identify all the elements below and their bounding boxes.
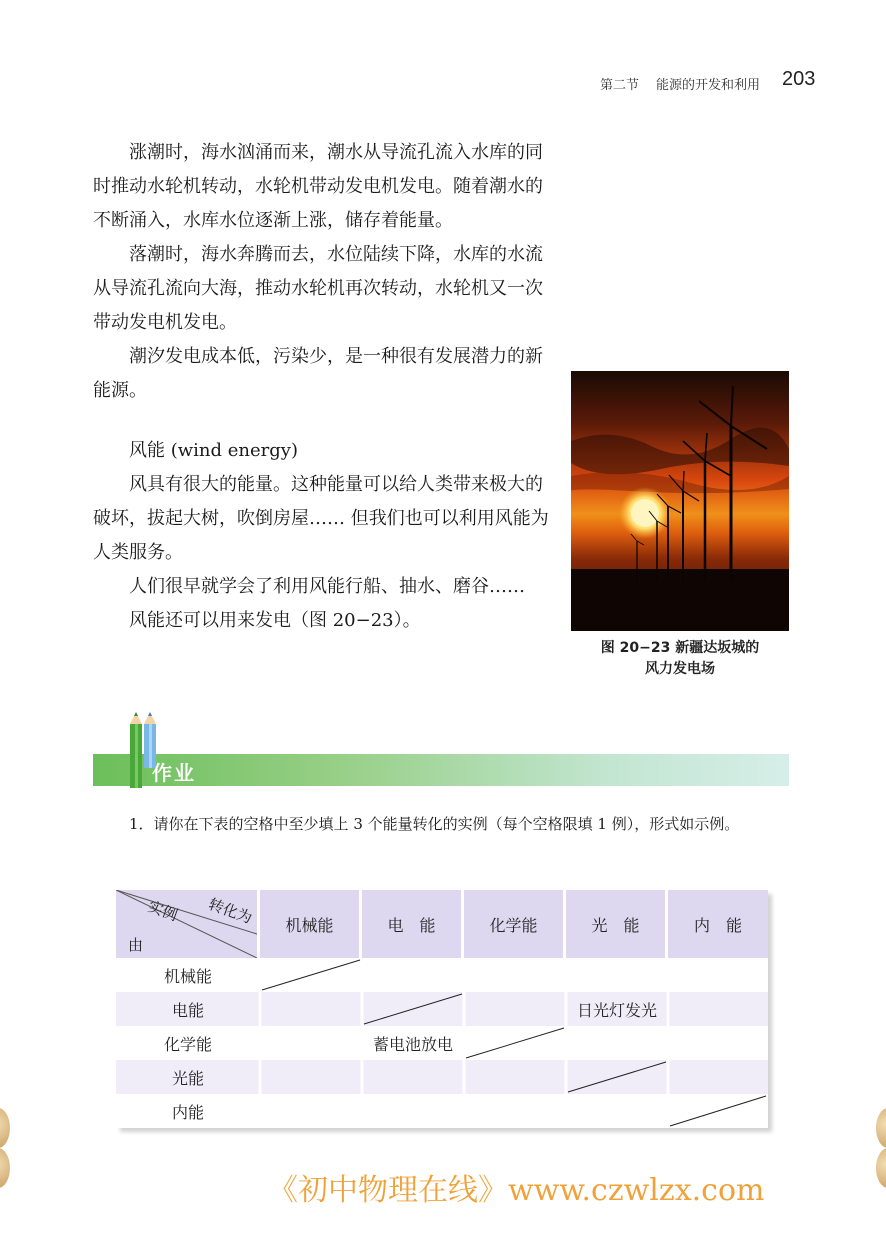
running-header — [600, 68, 830, 96]
example-cell-electric-to-light: 日光灯发光 — [576, 1000, 657, 1020]
paragraph-wind-uses: 人们很早就学会了利用风能行船、抽水、磨谷…… — [129, 576, 525, 597]
col-header-electric: 电 能 — [362, 890, 464, 958]
caption-line-2: 风力发电场 — [645, 661, 715, 677]
corner-label-converted-to: 转化为 — [206, 894, 255, 928]
row-label-chemical: 化学能 — [163, 1034, 212, 1054]
section-title: 能源的开发和利用 — [656, 78, 761, 93]
figure-caption — [571, 638, 789, 680]
wind-farm-photo — [571, 371, 789, 631]
question-1: 1．请你在下表的空格中至少填上 3 个能量转化的实例（每个空格限填 1 例），形式如示例。 — [129, 815, 740, 833]
page-edge-tab — [0, 1148, 10, 1188]
example-cell-chemical-to-electric: 蓄电池放电 — [372, 1034, 453, 1054]
caption-line-1: 图 20−23 新疆达坂城的 — [600, 640, 760, 656]
col-header-mechanical: 机械能 — [260, 890, 362, 958]
row-label-thermal: 内能 — [171, 1102, 204, 1122]
page-edge-tab — [876, 1108, 886, 1148]
paragraph-wind-power: 风具有很大的能量。这种能量可以给人类带来极大的破坏，拔起大树，吹倒房屋…… 但我们也可以利用风能为人类服务。 — [93, 474, 549, 563]
paragraph-tidal-advantages: 潮汐发电成本低，污染少，是一种很有发展潜力的新能源。 — [93, 346, 543, 401]
page-edge-tab — [0, 1108, 10, 1148]
homework-banner — [93, 754, 789, 786]
heading-wind-energy: 风能 (wind energy) — [129, 440, 298, 461]
col-header-light: 光 能 — [566, 890, 668, 958]
row-label-mechanical: 机械能 — [163, 966, 212, 986]
col-header-chemical: 化学能 — [464, 890, 566, 958]
row-label-light: 光能 — [171, 1068, 204, 1088]
paragraph-ebb-tide: 落潮时，海水奔腾而去，水位陆续下降，水库的水流从导流孔流向大海，推动水轮机再次转动，水轮机又一次带动发电机发电。 — [93, 244, 543, 333]
paragraph-wind-electricity: 风能还可以用来发电（图 20−23）。 — [129, 610, 421, 631]
page-number: 203 — [782, 68, 816, 90]
corner-label-from: 由 — [128, 936, 144, 954]
col-header-thermal: 内 能 — [668, 890, 768, 958]
section-label: 第二节 — [600, 78, 640, 93]
page-edge-tab — [876, 1148, 886, 1188]
watermark-footer: 《初中物理在线》www.czwlzx.com — [268, 1173, 765, 1208]
paragraph-flood-tide: 涨潮时，海水汹涌而来，潮水从导流孔流入水库的同时推动水轮机转动，水轮机带动发电机发电。随着潮水的不断涌入，水库水位逐渐上涨，储存着能量。 — [93, 142, 543, 231]
corner-label-example: 实例 — [145, 897, 181, 925]
body-text — [93, 136, 553, 638]
homework-question — [93, 808, 793, 840]
row-label-electric: 电能 — [171, 1000, 204, 1020]
energy-conversion-table — [116, 890, 768, 1128]
homework-title: 作业 — [152, 761, 196, 785]
